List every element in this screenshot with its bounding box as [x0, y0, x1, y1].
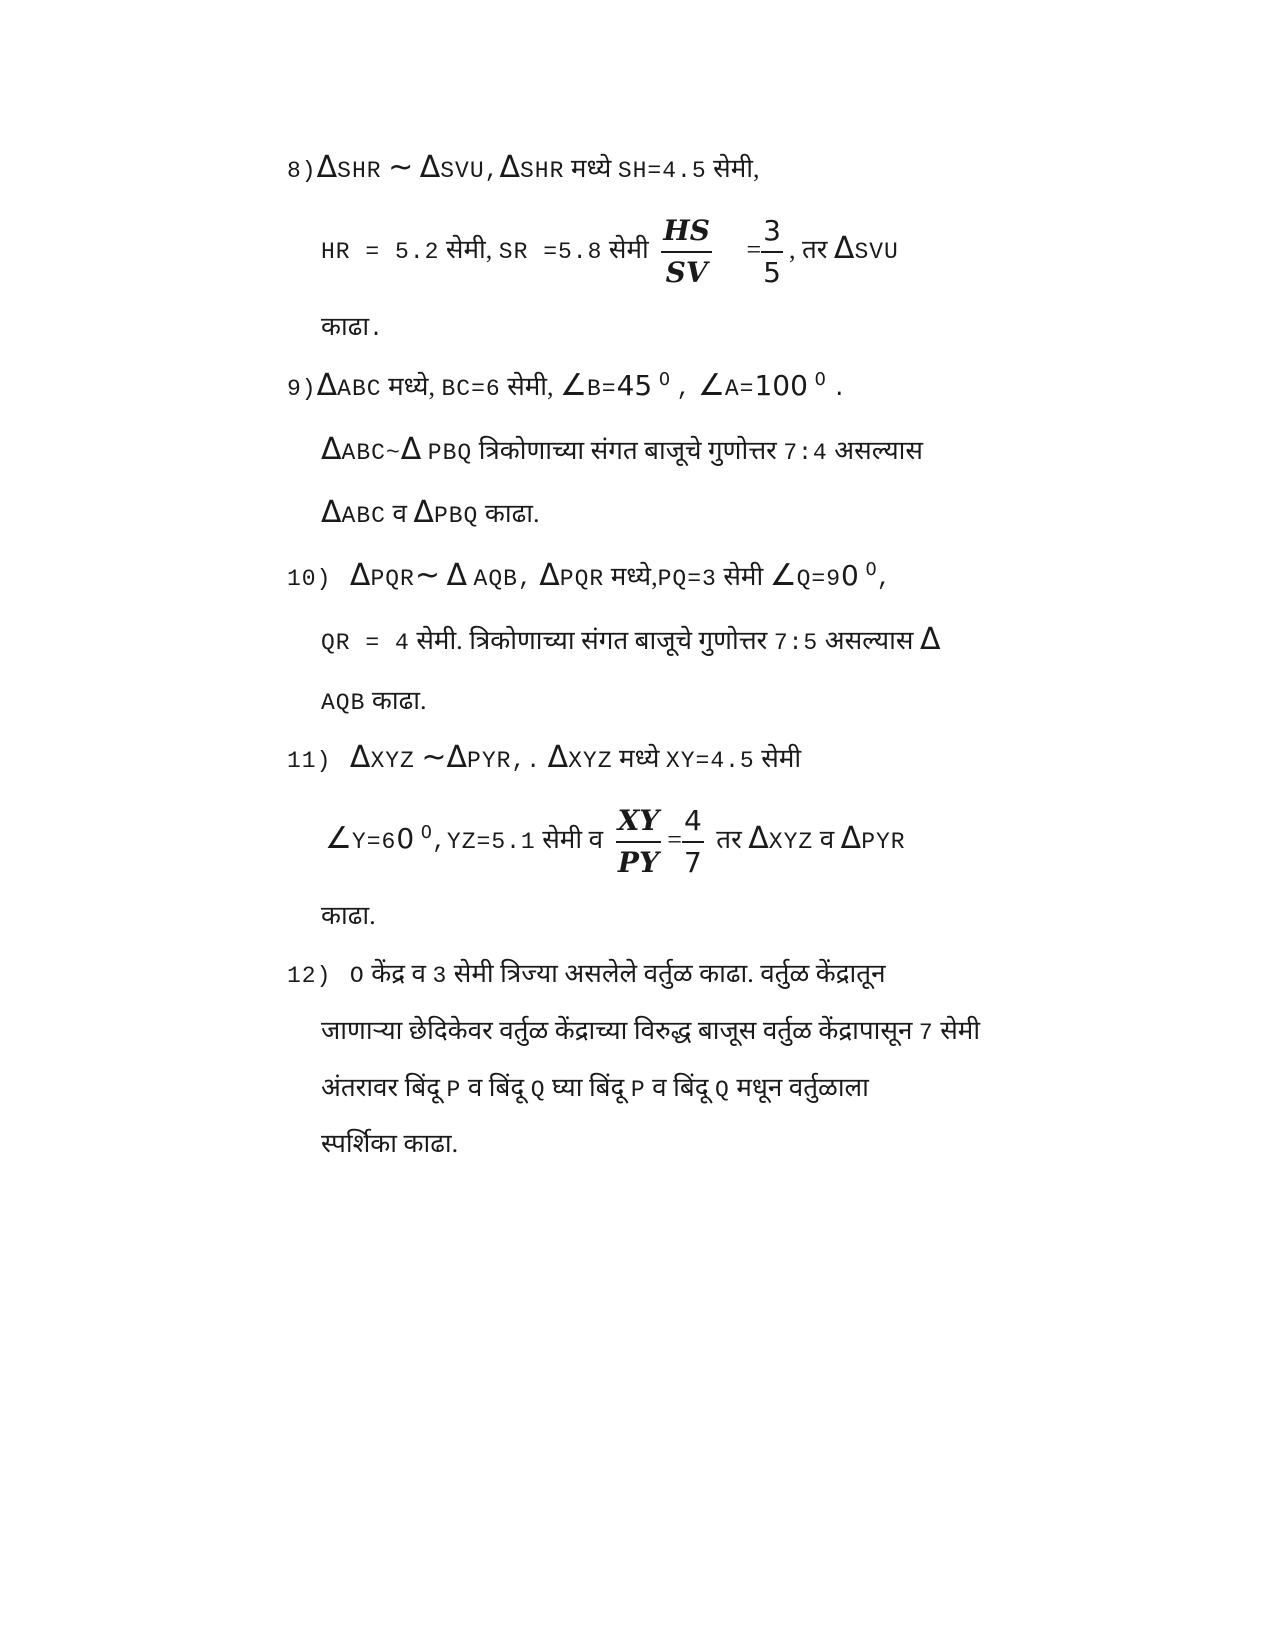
fraction-4-7: $\frac{4}{7}$: [683, 804, 702, 880]
q11-line3: काढा.: [321, 901, 376, 930]
q10-line1: 10) ΔPQR~ Δ AQB, ΔPQR मध्ये,PQ=3 सेमी ∠Q=90 $^0$,: [287, 558, 892, 593]
triangle-symbol: Δ: [539, 558, 560, 593]
triangle-symbol: Δ: [316, 150, 338, 185]
similar-symbol: ~: [421, 740, 447, 775]
angle-symbol: ∠: [560, 368, 587, 403]
q12-line2: जाणाऱ्या छेदिकेवर वर्तुळ केंद्राच्या विरुद्ध बाजूस वर्तुळ केंद्रापासून 7 सेमी: [321, 1016, 981, 1046]
question-number: 11): [287, 748, 332, 774]
triangle-symbol: Δ: [840, 821, 862, 856]
triangle-symbol: Δ: [919, 622, 941, 657]
degree-superscript: 0: [814, 369, 826, 390]
triangle-symbol: Δ: [499, 150, 520, 185]
triangle-symbol: Δ: [316, 368, 338, 403]
fraction-xy-py: $\frac{XY}{PY}$: [617, 804, 660, 880]
triangle-symbol: Δ: [321, 495, 342, 530]
q12-line1: 12) O केंद्र व 3 सेमी त्रिज्या असलेले वर्तुळ काढा. वर्तुळ केंद्रातून: [287, 959, 886, 989]
q10-line2: QR = 4 सेमी. त्रिकोणाच्या संगत बाजूचे गुणोत्तर 7:5 असल्यास Δ: [321, 622, 941, 657]
question-number: 12): [287, 963, 332, 989]
question-number: 9): [287, 376, 317, 402]
q8-line2: HR = 5.2 सेमी, SR =5.8 सेमी $\frac{HS}{SV}$ = $\frac{3}{5}$ , तर ΔSVU: [321, 205, 899, 296]
triangle-symbol: Δ: [419, 150, 441, 185]
q11-line2: ∠Y=60 $^0$,YZ=5.1 सेमी व $\frac{XY}{PY}$ = $\frac{4}{7}$ तर ΔXYZ व ΔPYR: [325, 795, 906, 887]
triangle-symbol: Δ: [446, 558, 468, 593]
q12-line3: अंतरावर बिंदू P व बिंदू Q घ्या बिंदू P व बिंदू Q मधून वर्तुळाला: [321, 1073, 869, 1103]
q9-line2: ΔABC~Δ PBQ त्रिकोणाच्या संगत बाजूचे गुणोत्तर 7:4 असल्यास: [321, 432, 923, 467]
q9-line3: ΔABC व ΔPBQ काढा.: [321, 495, 540, 530]
triangle-symbol: Δ: [833, 231, 855, 266]
question-number: 10): [287, 566, 332, 592]
q11-line1: 11) ΔXYZ ~ΔPYR,. ΔXYZ मध्ये XY=4.5 सेमी: [287, 740, 802, 775]
fraction-hs-sv: $\frac{HS}{SV}$: [663, 214, 710, 290]
triangle-symbol: Δ: [321, 432, 342, 467]
triangle-symbol: Δ: [413, 495, 434, 530]
q9-line1: 9)ΔABC मध्ये, BC=6 सेमी, ∠B=45 $^0$ , ∠A=100 $^0$ .: [287, 368, 848, 403]
q8-line1: 8)ΔSHR ~ ΔSVU,ΔSHR मध्ये SH=4.5 सेमी,: [287, 150, 760, 185]
q8-line3: काढा.: [321, 312, 384, 342]
triangle-symbol: Δ: [547, 740, 569, 775]
angle-symbol: ∠: [325, 821, 352, 856]
degree-superscript: 0: [865, 559, 877, 580]
similar-symbol: ~: [414, 558, 441, 593]
fraction-3-5: $\frac{3}{5}$: [763, 214, 781, 290]
q12-line4: स्पर्शिका काढा.: [321, 1129, 459, 1158]
degree-superscript: 0: [420, 822, 433, 843]
triangle-symbol: Δ: [349, 740, 371, 775]
angle-symbol: ∠: [769, 558, 797, 593]
triangle-symbol: Δ: [400, 432, 422, 467]
triangle-symbol: Δ: [748, 821, 769, 856]
angle-symbol: ∠: [697, 368, 725, 403]
similar-symbol: ~: [388, 150, 414, 185]
question-number: 8): [287, 158, 317, 184]
q10-line3: AQB काढा.: [321, 686, 427, 716]
triangle-symbol: Δ: [349, 558, 371, 593]
triangle-symbol: Δ: [446, 740, 468, 775]
degree-superscript: 0: [658, 369, 671, 390]
